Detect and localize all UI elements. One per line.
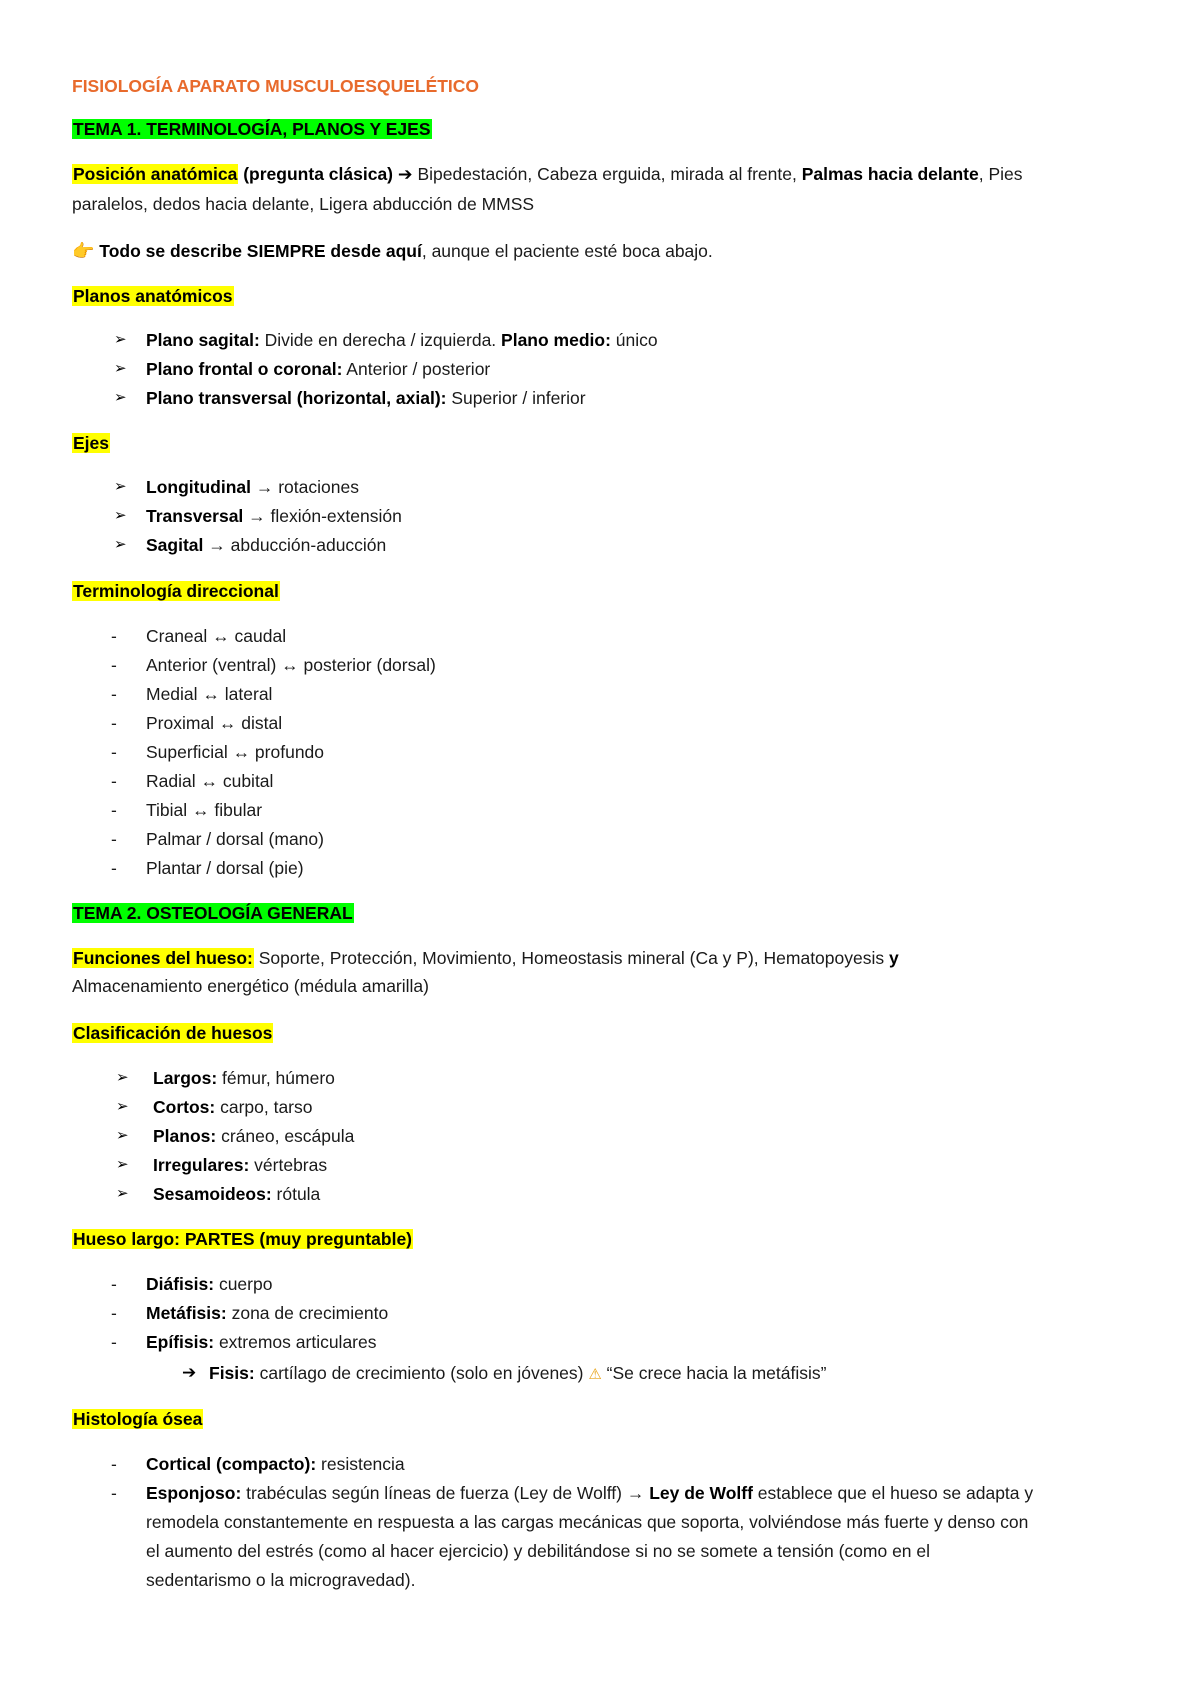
tema2-heading: TEMA 2. OSTEOLOGÍA GENERAL — [73, 903, 353, 923]
dash-bullet: - — [111, 1274, 117, 1294]
list-item: Diáfisis: cuerpo — [146, 1274, 273, 1294]
dash-bullet: - — [111, 1454, 117, 1474]
dash-bullet: - — [111, 626, 117, 646]
arrow-bullet-icon: ➢ — [114, 507, 127, 524]
dash-bullet: - — [111, 742, 117, 762]
arrow-bullet-icon: ➢ — [116, 1098, 129, 1115]
arrow-bullet-icon: ➢ — [116, 1127, 129, 1144]
list-item: Sesamoideos: rótula — [153, 1184, 321, 1204]
fisis-item: Fisis: cartílago de crecimiento (solo en jóvenes) ⚠ “Se crece hacia la metáfisis” — [209, 1363, 827, 1383]
list-item: Esponjoso: trabéculas según líneas de fuerza (Ley de Wolff) → Ley de Wolff establece que el hueso se adapta y — [146, 1483, 1034, 1503]
list-item: Plano transversal (horizontal, axial): Superior / inferior — [146, 388, 586, 408]
arrow-bullet-icon: ➢ — [116, 1185, 129, 1202]
list-item: Longitudinal → rotaciones — [146, 477, 359, 497]
clasificacion-heading: Clasificación de huesos — [73, 1023, 273, 1043]
list-item: Proximal ↔ distal — [146, 713, 283, 733]
dash-bullet: - — [111, 800, 117, 820]
list-item: Metáfisis: zona de crecimiento — [146, 1303, 389, 1323]
list-item: Superficial ↔ profundo — [146, 742, 325, 762]
funciones-label: Funciones del hueso: — [73, 948, 253, 968]
document-title: FISIOLOGÍA APARATO MUSCULOESQUELÉTICO — [72, 76, 480, 96]
list-item: Tibial ↔ fibular — [146, 800, 263, 820]
warning-icon: ⚠ — [588, 1366, 602, 1383]
list-item-continuation: sedentarismo o la microgravedad). — [146, 1570, 416, 1590]
dash-bullet: - — [111, 1303, 117, 1323]
arrow-bullet-icon: ➢ — [114, 331, 127, 348]
dash-bullet: - — [111, 1483, 117, 1503]
arrow-bullet-icon: ➢ — [116, 1156, 129, 1173]
list-item: Medial ↔ lateral — [146, 684, 273, 704]
list-item: Plano frontal o coronal: Anterior / posterior — [146, 359, 491, 379]
list-item: Craneal ↔ caudal — [146, 626, 287, 646]
histologia-heading: Histología ósea — [73, 1409, 203, 1429]
list-item: Plano sagital: Divide en derecha / izquierda. Plano medio: único — [146, 330, 658, 350]
arrow-right-icon: ➔ — [182, 1363, 197, 1382]
list-item-continuation: el aumento del estrés (como al hacer ejercicio) y debilitándose si no se somete a tensión (como en el — [146, 1541, 931, 1561]
list-item: Largos: fémur, húmero — [153, 1068, 335, 1088]
funciones-line1: Funciones del hueso: Soporte, Protección, Movimiento, Homeostasis mineral (Ca y P), Hematopoyesis y — [73, 948, 899, 968]
dash-bullet: - — [111, 713, 117, 733]
dash-bullet: - — [111, 684, 117, 704]
dash-bullet: - — [111, 1332, 117, 1352]
list-item: Cortical (compacto): resistencia — [146, 1454, 405, 1474]
terminologia-heading: Terminología direccional — [73, 581, 279, 601]
arrow-bullet-icon: ➢ — [116, 1069, 129, 1086]
pointing-hand-icon: 👉 — [72, 241, 95, 261]
arrow-bullet-icon: ➢ — [114, 536, 127, 553]
list-item-continuation: remodela constantemente en respuesta a las cargas mecánicas que soporta, volviéndose más fuerte y denso con — [146, 1512, 1029, 1532]
posicion-anatomica-line2: paralelos, dedos hacia delante, Ligera abducción de MMSS — [72, 194, 535, 214]
arrow-bullet-icon: ➢ — [114, 389, 127, 406]
list-item: Sagital → abducción-aducción — [146, 535, 387, 555]
dash-bullet: - — [111, 655, 117, 675]
tema1-heading: TEMA 1. TERMINOLOGÍA, PLANOS Y EJES — [73, 119, 431, 139]
dash-bullet: - — [111, 771, 117, 791]
note-line: 👉 Todo se describe SIEMPRE desde aquí, aunque el paciente esté boca abajo. — [72, 241, 713, 261]
list-item: Irregulares: vértebras — [153, 1155, 328, 1175]
posicion-label: Posición anatómica — [73, 164, 238, 184]
arrow-bullet-icon: ➢ — [114, 478, 127, 495]
list-item: Palmar / dorsal (mano) — [146, 829, 324, 849]
arrow-bullet-icon: ➢ — [114, 360, 127, 377]
list-item: Plantar / dorsal (pie) — [146, 858, 304, 878]
posicion-anatomica-line1: Posición anatómica (pregunta clásica) ➔ Bipedestación, Cabeza erguida, mirada al frente, Palmas hacia delante, Pies — [73, 164, 1023, 184]
ejes-heading: Ejes — [73, 433, 109, 453]
list-item: Radial ↔ cubital — [146, 771, 274, 791]
planos-heading: Planos anatómicos — [73, 286, 233, 306]
dash-bullet: - — [111, 829, 117, 849]
list-item: Epífisis: extremos articulares — [146, 1332, 377, 1352]
list-item: Anterior (ventral) ↔ posterior (dorsal) — [146, 655, 436, 675]
hueso-largo-heading: Hueso largo: PARTES (muy preguntable) — [73, 1229, 413, 1249]
list-item: Cortos: carpo, tarso — [153, 1097, 313, 1117]
list-item: Transversal → flexión-extensión — [146, 506, 402, 526]
dash-bullet: - — [111, 858, 117, 878]
list-item: Planos: cráneo, escápula — [153, 1126, 355, 1146]
funciones-line2: Almacenamiento energético (médula amarilla) — [72, 976, 429, 996]
